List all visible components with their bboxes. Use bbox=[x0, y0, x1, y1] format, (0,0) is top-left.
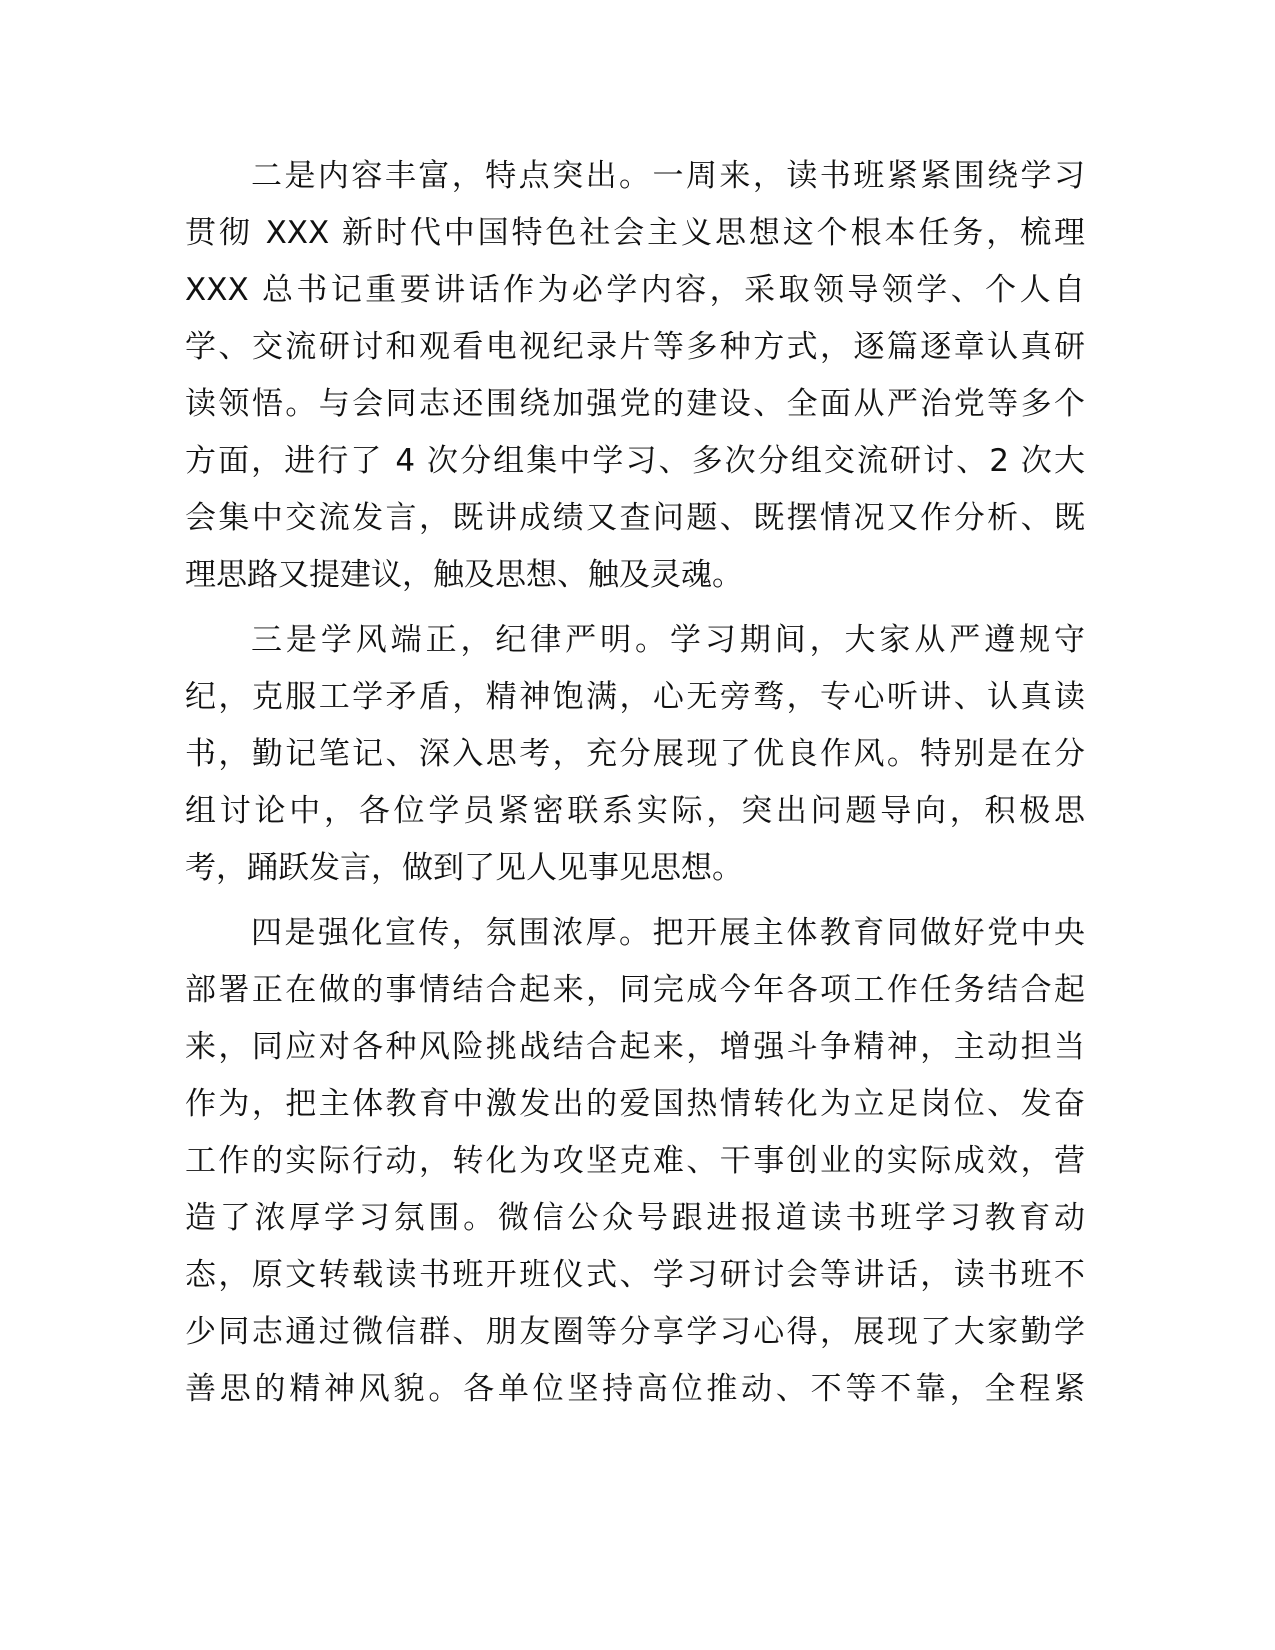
text-line: 作为，把主体教育中激发出的爱国热情转化为立足岗位、发奋 bbox=[185, 1086, 1085, 1122]
text-line: 书，勤记笔记、深入思考，充分展现了优良作风。特别是在分 bbox=[185, 736, 1085, 772]
text-line: 工作的实际行动，转化为攻坚克难、干事创业的实际成效，营 bbox=[185, 1143, 1085, 1179]
text-line: 三是学风端正，纪律严明。学习期间，大家从严遵规守 bbox=[251, 622, 1085, 658]
text-line: 方面，进行了 4 次分组集中学习、多次分组交流研讨、2 次大 bbox=[185, 443, 1085, 479]
text-line: 部署正在做的事情结合起来，同完成今年各项工作任务结合起 bbox=[185, 972, 1085, 1008]
text-line: 善思的精神风貌。各单位坚持高位推动、不等不靠，全程紧 bbox=[185, 1371, 1085, 1407]
text-line: 读领悟。与会同志还围绕加强党的建设、全面从严治党等多个 bbox=[185, 386, 1085, 422]
text-line: 学、交流研讨和观看电视纪录片等多种方式，逐篇逐章认真研 bbox=[185, 329, 1085, 365]
text-line: 会集中交流发言，既讲成绩又查问题、既摆情况又作分析、既 bbox=[185, 500, 1085, 536]
text-line: 来，同应对各种风险挑战结合起来，增强斗争精神，主动担当 bbox=[185, 1029, 1085, 1065]
paragraph bbox=[185, 148, 1085, 604]
text-line: 二是内容丰富，特点突出。一周来，读书班紧紧围绕学习 bbox=[251, 158, 1085, 194]
text-line: 纪，克服工学矛盾，精神饱满，心无旁骛，专心听讲、认真读 bbox=[185, 679, 1085, 715]
text-line: 造了浓厚学习氛围。微信公众号跟进报道读书班学习教育动 bbox=[185, 1200, 1085, 1236]
text-line: 少同志通过微信群、朋友圈等分享学习心得，展现了大家勤学 bbox=[185, 1314, 1085, 1350]
document-body bbox=[185, 148, 1085, 1426]
text-line: 贯彻 XXX 新时代中国特色社会主义思想这个根本任务，梳理 bbox=[185, 215, 1085, 251]
text-line: 理思路又提建议，触及思想、触及灵魂。 bbox=[185, 557, 743, 593]
paragraph bbox=[185, 612, 1085, 897]
text-line: 态，原文转载读书班开班仪式、学习研讨会等讲话，读书班不 bbox=[185, 1257, 1085, 1293]
text-line: 考，踊跃发言，做到了见人见事见思想。 bbox=[185, 850, 743, 886]
paragraph bbox=[185, 905, 1085, 1418]
text-line: 组讨论中，各位学员紧密联系实际，突出问题导向，积极思 bbox=[185, 793, 1085, 829]
text-line: 四是强化宣传，氛围浓厚。把开展主体教育同做好党中央 bbox=[251, 915, 1085, 951]
text-line: XXX 总书记重要讲话作为必学内容，采取领导领学、个人自 bbox=[185, 272, 1085, 308]
